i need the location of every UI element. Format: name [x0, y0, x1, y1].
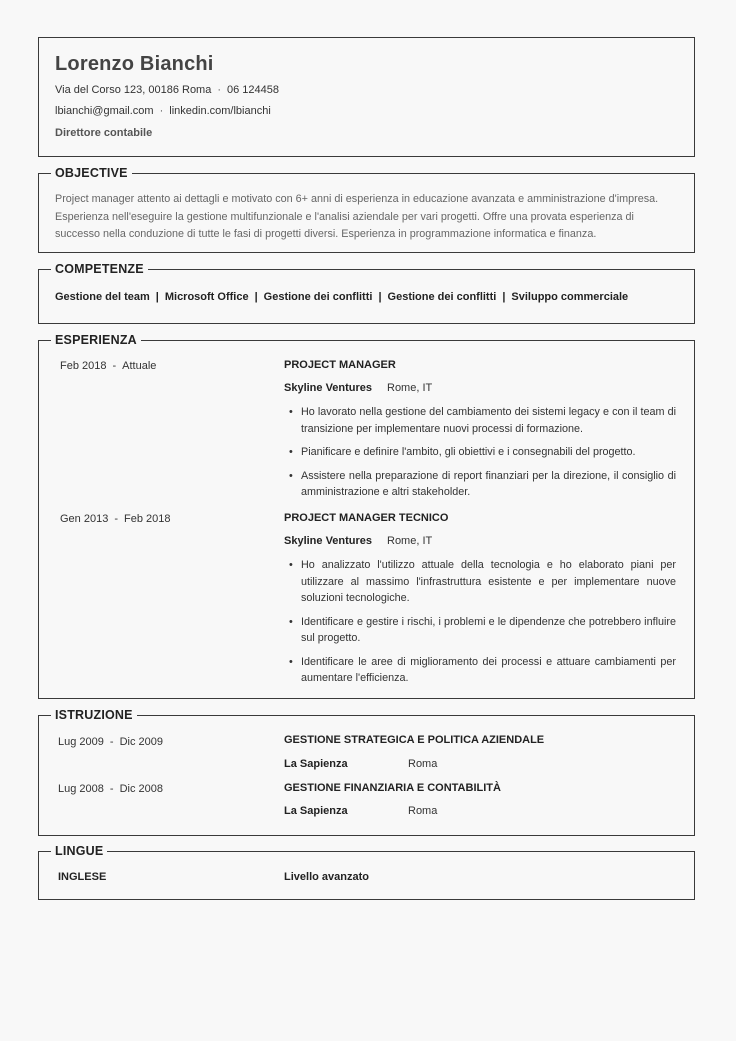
company-location: Rome, IT [387, 382, 433, 394]
job-title: PROJECT MANAGER TECNICO [284, 512, 449, 524]
company-location: Rome, IT [387, 535, 433, 547]
objective-text: Project manager attento ai dettagli e motivato con 6+ anni di esperienza in educazione avanzata e amministrazione d'impresa. Esperienza nell'eseguire la gestione multifunzionale e l'analisi aziendale per vari progetti. Offre una provata esperienza di successo nella conduzione di tutte le fasi di progetti diversi. Esperienza in programmazione informatica e finanza. [55, 193, 659, 240]
header-section [38, 37, 695, 157]
language-name: INGLESE [58, 871, 107, 883]
skill-item: Microsoft Office [164, 291, 249, 303]
address: Via del Corso 123, 00186 Roma [55, 84, 212, 96]
company-name: Skyline Ventures [284, 535, 373, 547]
school-name: La Sapienza [284, 758, 348, 770]
date-dash: - [112, 360, 117, 372]
date-start: Gen 2013 [60, 513, 109, 525]
school-city: Roma [408, 758, 438, 770]
section-title-skills: COMPETENZE [51, 261, 148, 277]
job-bullets [289, 404, 676, 508]
separator-dot: · [159, 105, 164, 117]
company-line [284, 535, 432, 547]
skill-separator: | [155, 291, 159, 303]
school-name: La Sapienza [284, 805, 348, 817]
skill-separator: | [502, 291, 506, 303]
date-end: Dic 2009 [119, 736, 163, 748]
linkedin-link[interactable]: linkedin.com/lbianchi [169, 105, 271, 117]
bullet-item: • Identificare le aree di miglioramento dei processi e attuare cambiamenti per aumentare l'efficienza. [289, 654, 676, 687]
bullet-item: • Pianificare e definire l'ambito, gli obiettivi e i consegnabili del progetto. [289, 444, 676, 461]
section-title-objective: OBJECTIVE [51, 165, 132, 181]
job-role: Direttore contabile [55, 127, 153, 139]
education-dates [58, 736, 163, 748]
date-dash: - [109, 736, 114, 748]
date-start: Feb 2018 [60, 360, 107, 372]
education-section [38, 708, 695, 836]
objective-section [38, 166, 695, 253]
candidate-name: Lorenzo Bianchi [55, 53, 214, 75]
date-start: Lug 2009 [58, 736, 104, 748]
date-end: Dic 2008 [119, 783, 163, 795]
date-end: Feb 2018 [124, 513, 171, 525]
skill-separator: | [378, 291, 382, 303]
date-dash: - [114, 513, 118, 525]
company-line [284, 382, 432, 394]
section-title-education: ISTRUZIONE [51, 707, 137, 723]
job-dates [60, 360, 156, 372]
skill-item: Gestione dei conflitti [387, 291, 497, 303]
skill-item: Gestione dei conflitti [263, 291, 373, 303]
separator-dot: · [217, 84, 222, 96]
bullet-item: • Identificare e gestire i rischi, i problemi e le dipendenze che potrebbero influire sul progetto. [289, 614, 676, 647]
contact-line-1 [55, 84, 279, 96]
date-start: Lug 2008 [58, 783, 104, 795]
skills-list [55, 291, 628, 303]
education-dates [58, 783, 163, 795]
job-bullets [289, 557, 676, 694]
skill-item: Sviluppo commerciale [511, 291, 629, 303]
bullet-item: • Ho analizzato l'utilizzo attuale della tecnologia e ho elaborato piani per utilizzare al massimo l'infrastruttura esistente e per implementare nuove soluzioni tecnologiche. [289, 557, 676, 607]
languages-section [38, 844, 695, 900]
phone: 06 124458 [227, 84, 280, 96]
email-link[interactable]: lbianchi@gmail.com [55, 105, 154, 117]
school-line [284, 758, 437, 770]
section-title-experience: ESPERIENZA [51, 332, 141, 348]
date-end: Attuale [122, 360, 157, 372]
bullet-item: • Assistere nella preparazione di report finanziari per la direzione, il consiglio di amministrazione e altri stakeholder. [289, 468, 676, 501]
school-line [284, 805, 437, 817]
job-title: PROJECT MANAGER [284, 359, 396, 371]
bullet-item: • Ho lavorato nella gestione del cambiamento dei sistemi legacy e con il team di transizione per implementare nuovi processi di formazione. [289, 404, 676, 437]
school-city: Roma [408, 805, 438, 817]
skills-section [38, 262, 695, 324]
degree-title: GESTIONE STRATEGICA E POLITICA AZIENDALE [284, 734, 545, 746]
section-title-languages: LINGUE [51, 843, 107, 859]
experience-section [38, 333, 695, 699]
degree-title: GESTIONE FINANZIARIA E CONTABILITÀ [284, 782, 501, 794]
contact-line-2 [55, 105, 271, 117]
job-dates [60, 513, 170, 525]
skill-separator: | [254, 291, 258, 303]
date-dash: - [109, 783, 114, 795]
language-level: Livello avanzato [284, 871, 369, 883]
company-name: Skyline Ventures [284, 382, 373, 394]
skill-item: Gestione del team [55, 291, 150, 303]
